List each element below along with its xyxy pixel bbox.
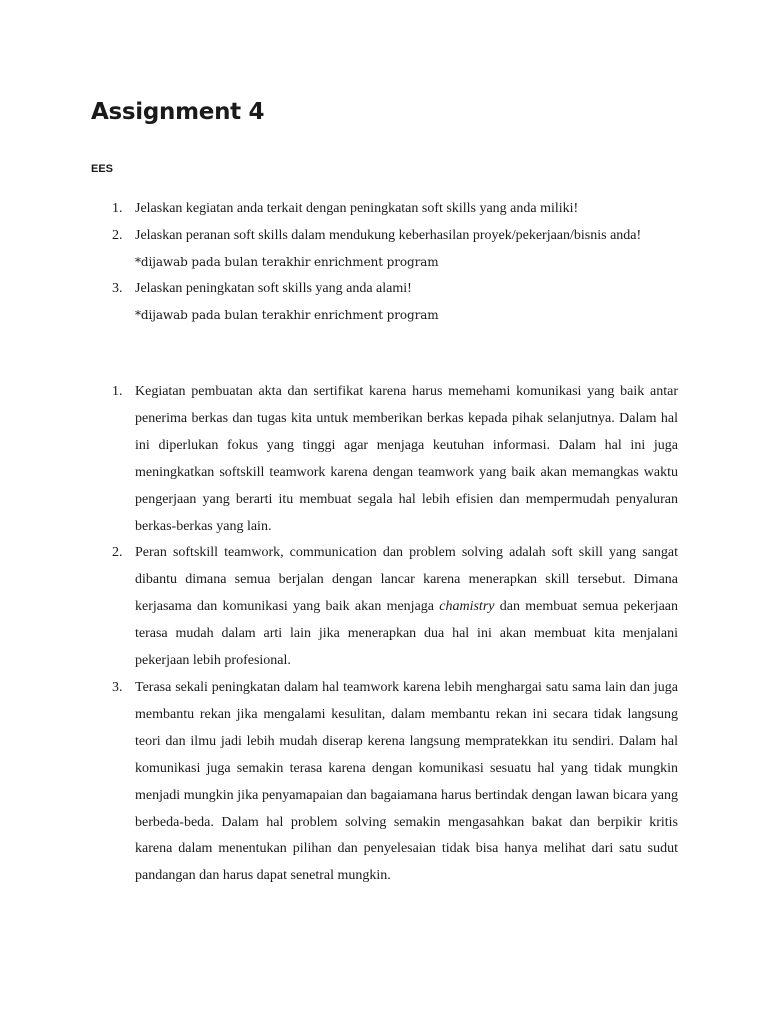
answer-item-1 [108,379,678,540]
question-item-2 [108,223,678,276]
answer-list [108,379,678,890]
document-title: Assignment 4 [91,99,265,125]
question-note: *dijawab pada bulan terakhir enrichment program [135,308,439,323]
question-number: 1. [112,201,123,216]
question-text: Jelaskan kegiatan anda terkait dengan peningkatan soft skills yang anda miliki! [135,201,579,216]
question-text: Jelaskan peranan soft skills dalam mendukung keberhasilan proyek/pekerjaan/bisnis anda! [135,227,642,243]
answer-text [135,540,678,675]
question-number: 2. [112,227,123,243]
answer-item-3 [108,675,678,890]
question-text: Jelaskan peningkatan soft skills yang anda alami! [135,280,412,296]
question-note: *dijawab pada bulan terakhir enrichment program [135,255,439,270]
document-subtitle: EES [91,163,114,175]
answer-number: 1. [112,384,123,399]
answer-text: Terasa sekali peningkatan dalam hal teamwork karena lebih menghargai satu sama lain dan juga membantu rekan jika mengalami kesulitan, dalam membantu rekan ini secara tidak langsung teori dan ilmu jadi lebih mudah diserap kerena langsung mempratekkan itu sendiri. Dalam hal komunikasi juga semakin terasa karena dengan komunikasi sesuatu hal yang tidak mungkin menjadi mungkin jika penyamapaian dan bagaiamana harus bertindak dengan lawan bicara yang berbeda-beda. Dalam hal problem solving semakin mengasahkan bakat dan berpikir kritis karena dalam menentukan pilihan dan penyelesaian tidak bisa hanya melihat dari satu sudut pandangan dan harus dapat senetral mungkin. [135,679,678,884]
answer-text-part: Peran softskill teamwork, communication dan problem solving adalah soft skill yang sangat dibantu dimana semua berjalan dengan lancar karena menerapkan skill tersebut. Dimana kerjasama dan komunikasi yang baik akan menjaga [135,545,678,615]
answer-item-2 [108,540,678,675]
question-list [108,196,678,329]
answer-text: Kegiatan pembuatan akta dan sertifikat karena harus memehami komunikasi yang baik antar penerima berkas dan tugas kita untuk memberikan berkas kepada pihak selanjutnya. Dalam hal ini diperlukan fokus yang tinggi agar menjaga keutuhan informasi. Dalam hal ini juga meningkatkan softskill teamwork karena dengan teamwork yang baik akan memangkas waktu pengerjaan yang berarti itu membuat segala hal lebih efisien dan mempermudah penyaluran berkas-berkas yang lain. [135,384,678,534]
answer-text-part: dan membuat semua pekerjaan terasa mudah dalam arti lain jika menerapkan dua hal ini akan membuat kita menjalani pekerjaan lebih profesional. [135,599,678,669]
answer-text-italic: chamistry [439,599,495,615]
question-item-3 [108,276,678,329]
answer-number: 3. [112,679,123,695]
answer-number: 2. [112,545,123,561]
question-item-1 [108,196,678,223]
question-number: 3. [112,280,123,296]
